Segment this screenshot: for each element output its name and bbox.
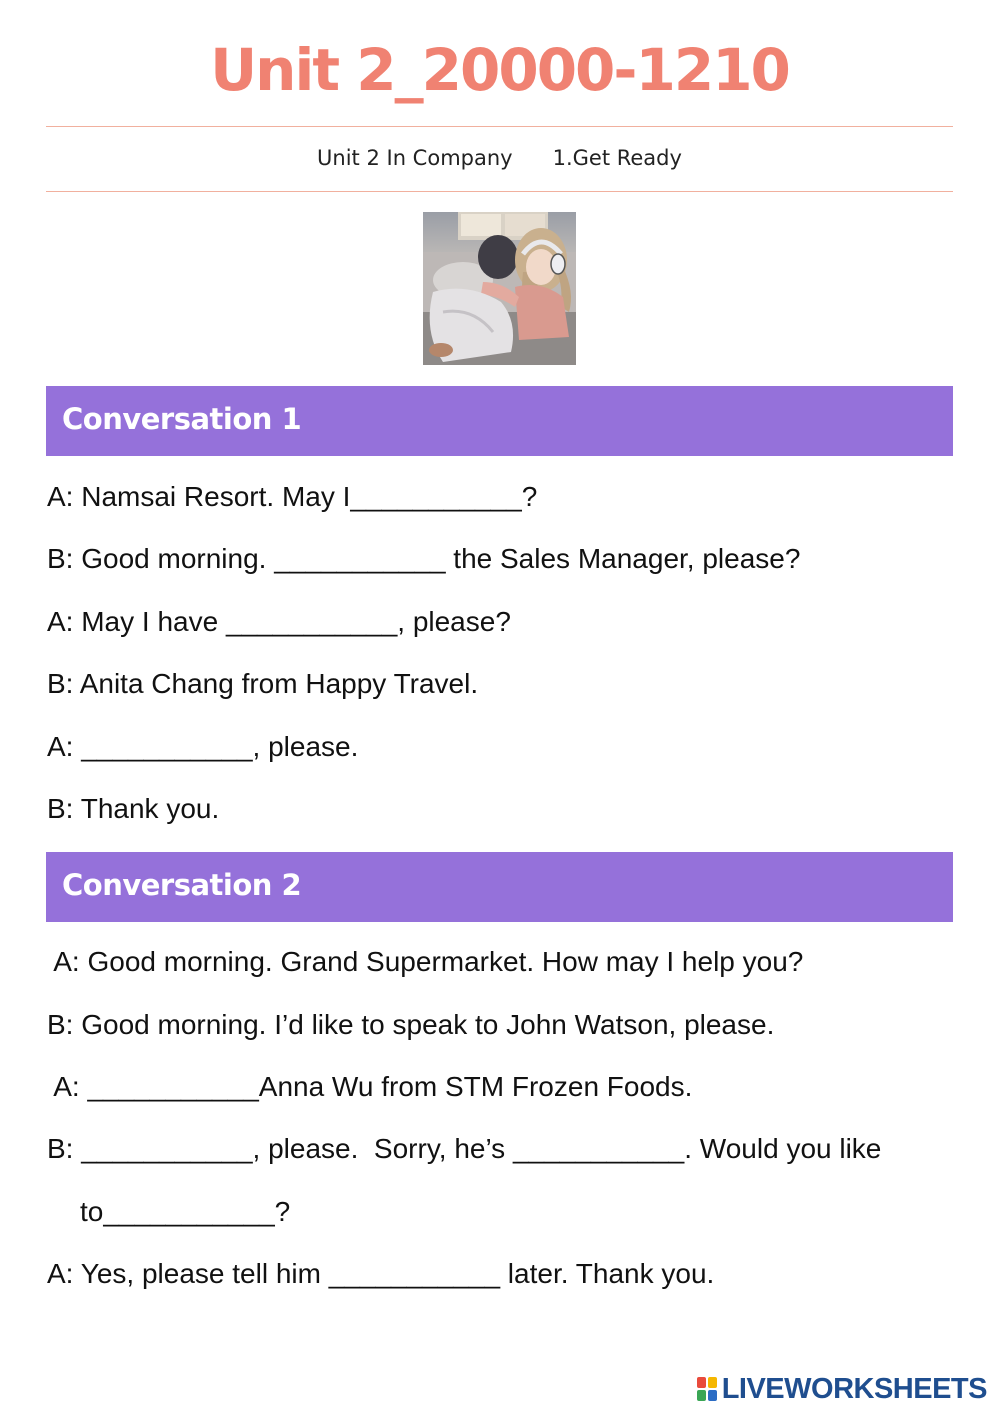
title-divider-top bbox=[46, 126, 953, 127]
conversation-2-line: A: Yes, please tell him ___________ later. Thank you. bbox=[47, 1258, 715, 1289]
conversation-1-line: A: Namsai Resort. May I___________? bbox=[47, 481, 538, 512]
worksheet-subtitle bbox=[0, 143, 999, 173]
conversation-1-line: A: ___________, please. bbox=[47, 731, 359, 762]
subtitle-unit: Unit 2 In Company bbox=[317, 146, 513, 170]
title-divider-bottom bbox=[46, 191, 953, 192]
girl-with-headphones-illustration bbox=[423, 212, 576, 365]
conversation-2-header bbox=[46, 852, 953, 922]
subtitle-section: 1.Get Ready bbox=[552, 146, 682, 170]
conversation-2-line: B: Good morning. I’d like to speak to John Watson, please. bbox=[47, 1009, 775, 1040]
conversation-2-line: to___________? bbox=[80, 1196, 291, 1227]
liveworksheets-logo-text: LIVEWORKSHEETS bbox=[721, 1372, 987, 1405]
conversation-2-line: A: ___________Anna Wu from STM Frozen Foods. bbox=[47, 1071, 693, 1102]
conversation-1-heading: Conversation 1 bbox=[62, 402, 302, 436]
worksheet-title: Unit 2_20000-1210 bbox=[210, 36, 789, 104]
conversation-1-line: B: Thank you. bbox=[47, 793, 220, 824]
liveworksheets-logo-icon bbox=[697, 1376, 719, 1402]
conversation-1-line: B: Good morning. ___________ the Sales Manager, please? bbox=[47, 543, 801, 574]
logo-block bbox=[708, 1377, 717, 1388]
conversation-2-line: B: ___________, please. Sorry, he’s ___________. Would you like bbox=[47, 1133, 882, 1164]
conversation-2-heading: Conversation 2 bbox=[62, 868, 302, 902]
logo-block bbox=[697, 1377, 706, 1388]
logo-block bbox=[697, 1390, 706, 1401]
conversation-2-line: A: Good morning. Grand Supermarket. How may I help you? bbox=[47, 946, 804, 977]
conversation-1-header bbox=[46, 386, 953, 456]
conversation-1-line: B: Anita Chang from Happy Travel. bbox=[47, 668, 479, 699]
conversation-1-line: A: May I have ___________, please? bbox=[47, 606, 511, 637]
logo-block bbox=[708, 1390, 717, 1401]
illustration-svg bbox=[423, 212, 576, 365]
liveworksheets-logo[interactable] bbox=[697, 1372, 987, 1406]
